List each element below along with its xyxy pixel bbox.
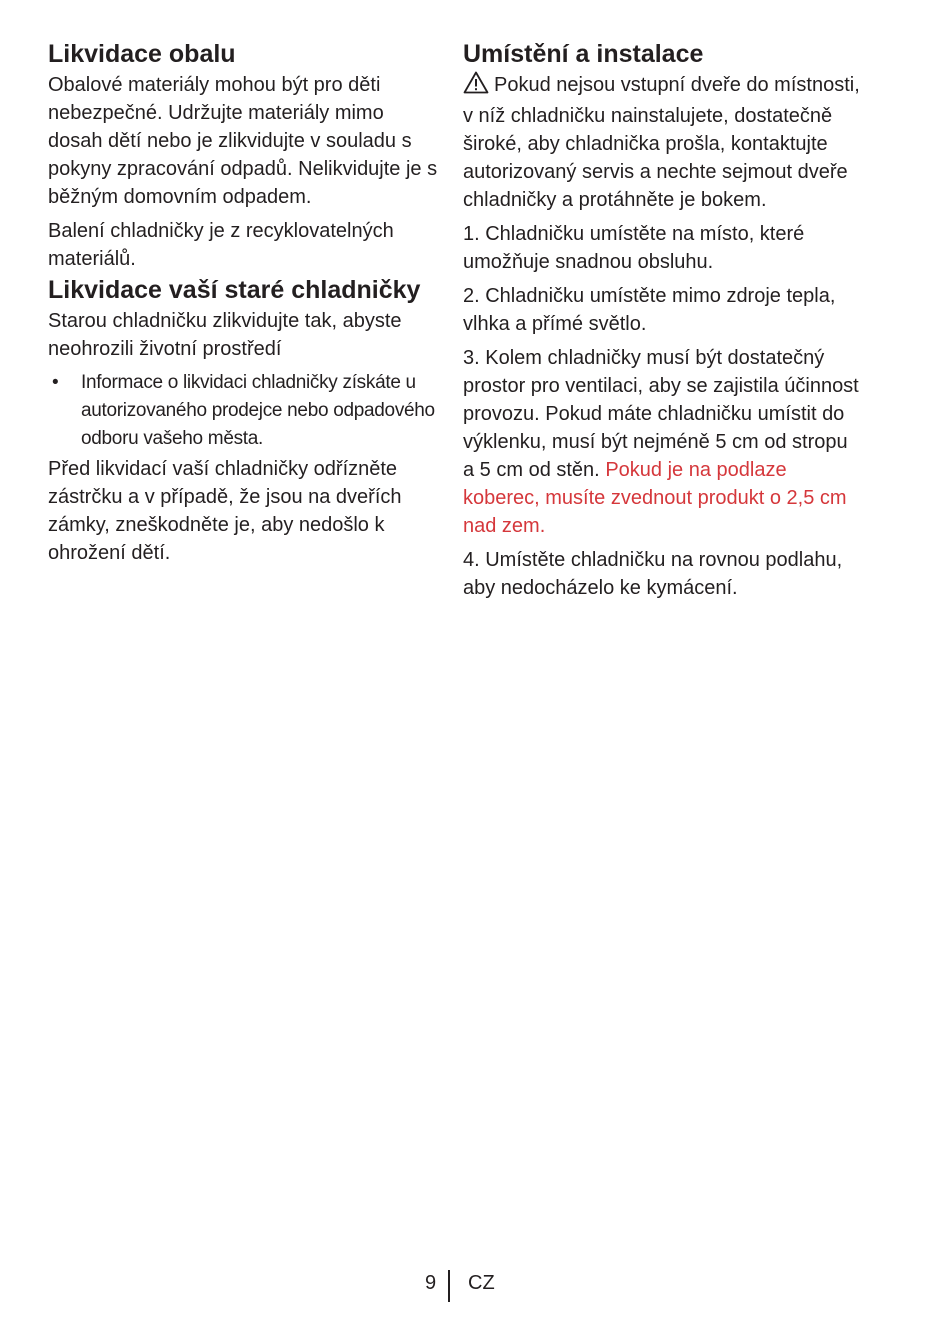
right-column	[463, 40, 863, 608]
bullet-marker: •	[52, 372, 59, 393]
page-number: 9	[425, 1272, 437, 1294]
page-footer	[0, 1270, 950, 1302]
placement-installation-heading: Umístění a instalace	[463, 40, 704, 68]
list-item	[48, 369, 440, 453]
packaging-disposal-heading: Likvidace obalu	[48, 40, 236, 68]
instruction-item-3	[463, 344, 863, 540]
door-width-warning	[463, 71, 863, 214]
instruction-item-4: 4. Umístěte chladničku na rovnou podlahu, aby nedocházelo ke kymácení.	[463, 549, 843, 599]
warning-triangle-icon	[463, 71, 489, 102]
old-fridge-disposal-heading: Likvidace vaší staré chladničky	[48, 276, 421, 304]
instruction-item-2: 2. Chladničku umístěte mimo zdroje tepla, vlhka a přímé světlo.	[463, 285, 836, 335]
warning-text: Pokud nejsou vstupní dveře do místnosti, v níž chladničku nainstalujete, dostatečně široké, aby chladnička prošla, kontaktujte autorizovaný servis a nechte sejmout dveře chladničky a protáhněte je bokem.	[463, 74, 860, 211]
packaging-recyclable-paragraph: Balení chladničky je z recyklovatelných materiálů.	[48, 220, 394, 270]
cut-plug-paragraph: Před likvidací vaší chladničky odřízněte zástrčku a v případě, že jsou na dveřích zámky, zneškodněte je, aby nedošlo k ohrožení dětí.	[48, 458, 402, 564]
instruction-item-1: 1. Chladničku umístěte na místo, které umožňuje snadnou obsluhu.	[463, 223, 805, 273]
environment-paragraph: Starou chladničku zlikvidujte tak, abyste neohrozili životní prostředí	[48, 310, 402, 360]
left-column	[48, 40, 440, 573]
packaging-warning-paragraph: Obalové materiály mohou být pro děti nebezpečné. Udržujte materiály mimo dosah dětí nebo je zlikvidujte v souladu s pokyny zpracování odpadů. Nelikvidujte je s běžným domovním odpadem.	[48, 74, 438, 208]
ventilation-text: 3. Kolem chladničky musí být dostatečný prostor pro ventilaci, aby se zajistila účinnost provozu. Pokud máte chladničku umístit do výklenku, musí být nejméně 5 cm od stropu a 5 cm od stěn.	[463, 347, 859, 481]
footer-divider	[448, 1270, 450, 1302]
language-code: CZ	[468, 1272, 495, 1294]
carpet-highlight-text: Pokud je na podlaze koberec, musíte zvednout produkt o 2,5 cm nad zem.	[463, 459, 847, 537]
disposal-info-text: Informace o likvidaci chladničky získáte u autorizovaného prodejce nebo odpadového odboru vašeho města.	[81, 372, 435, 449]
